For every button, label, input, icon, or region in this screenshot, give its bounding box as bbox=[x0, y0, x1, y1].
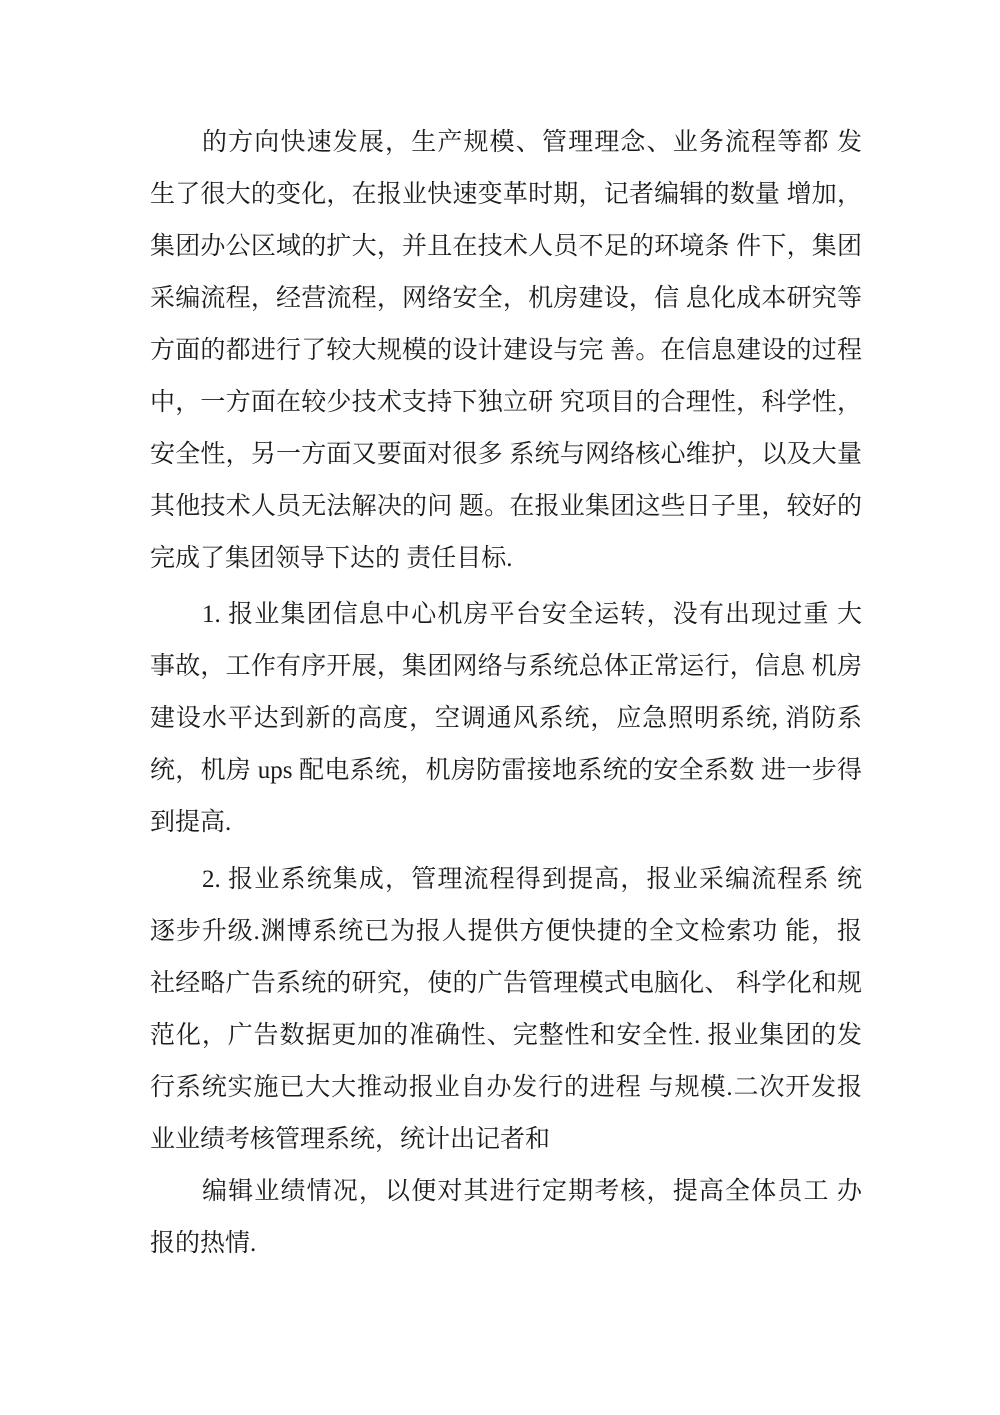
text-line: 业业绩考核管理系统，统计出记者和 bbox=[150, 1126, 551, 1153]
text-line: 建设水平达到新的高度，空调通风系统，应急照明系统, 消防系 bbox=[150, 705, 862, 732]
text-line: 报的热情. bbox=[150, 1230, 257, 1257]
text-line: 到提高. bbox=[150, 809, 232, 836]
text-line: 其他技术人员无法解决的问 题。在报业集团这些日子里，较好的 bbox=[150, 493, 862, 520]
text-line: 行系统实施已大大推动报业自办发行的进程 与规模.二次开发报 bbox=[150, 1074, 862, 1101]
text-line: 方面的都进行了较大规模的设计建设与完 善。在信息建设的过程 bbox=[150, 337, 862, 364]
text-line: 事故，工作有序开展，集团网络与系统总体正常运行，信息 机房 bbox=[150, 653, 862, 680]
text-line: 中，一方面在较少技术支持下独立研 究项目的合理性，科学性， bbox=[150, 389, 862, 416]
text-line: 采编流程，经营流程，网络安全，机房建设，信 息化成本研究等 bbox=[150, 285, 862, 312]
text-line: 生了很大的变化，在报业快速变革时期，记者编辑的数量 增加， bbox=[150, 181, 862, 208]
text-line: 统，机房 ups 配电系统，机房防雷接地系统的安全系数 进一步得 bbox=[150, 757, 862, 784]
text-line: 范化，广告数据更加的准确性、完整性和安全性. 报业集团的发 bbox=[150, 1022, 862, 1049]
text-line: 逐步升级.渊博系统已为报人提供方便快捷的全文检索功 能，报 bbox=[150, 918, 862, 945]
text-line: 编辑业绩情况，以便对其进行定期考核，提高全体员工 办 bbox=[202, 1178, 862, 1205]
text-line: 安全性，另一方面又要面对很多 系统与网络核心维护，以及大量 bbox=[150, 441, 862, 468]
text-line: 社经略广告系统的研究，使的广告管理模式电脑化、 科学化和规 bbox=[150, 970, 862, 997]
text-line: 集团办公区域的扩大，并且在技术人员不足的环境条 件下，集团 bbox=[150, 233, 862, 260]
text-line: 完成了集团领导下达的 责任目标. bbox=[150, 545, 513, 572]
list-item-1-line: 1. 报业集团信息中心机房平台安全运转，没有出现过重 大 bbox=[202, 601, 862, 628]
list-item-2-line: 2. 报业系统集成，管理流程得到提高，报业采编流程系 统 bbox=[202, 866, 862, 893]
text-line: 的方向快速发展，生产规模、管理理念、业务流程等都 发 bbox=[202, 129, 862, 156]
